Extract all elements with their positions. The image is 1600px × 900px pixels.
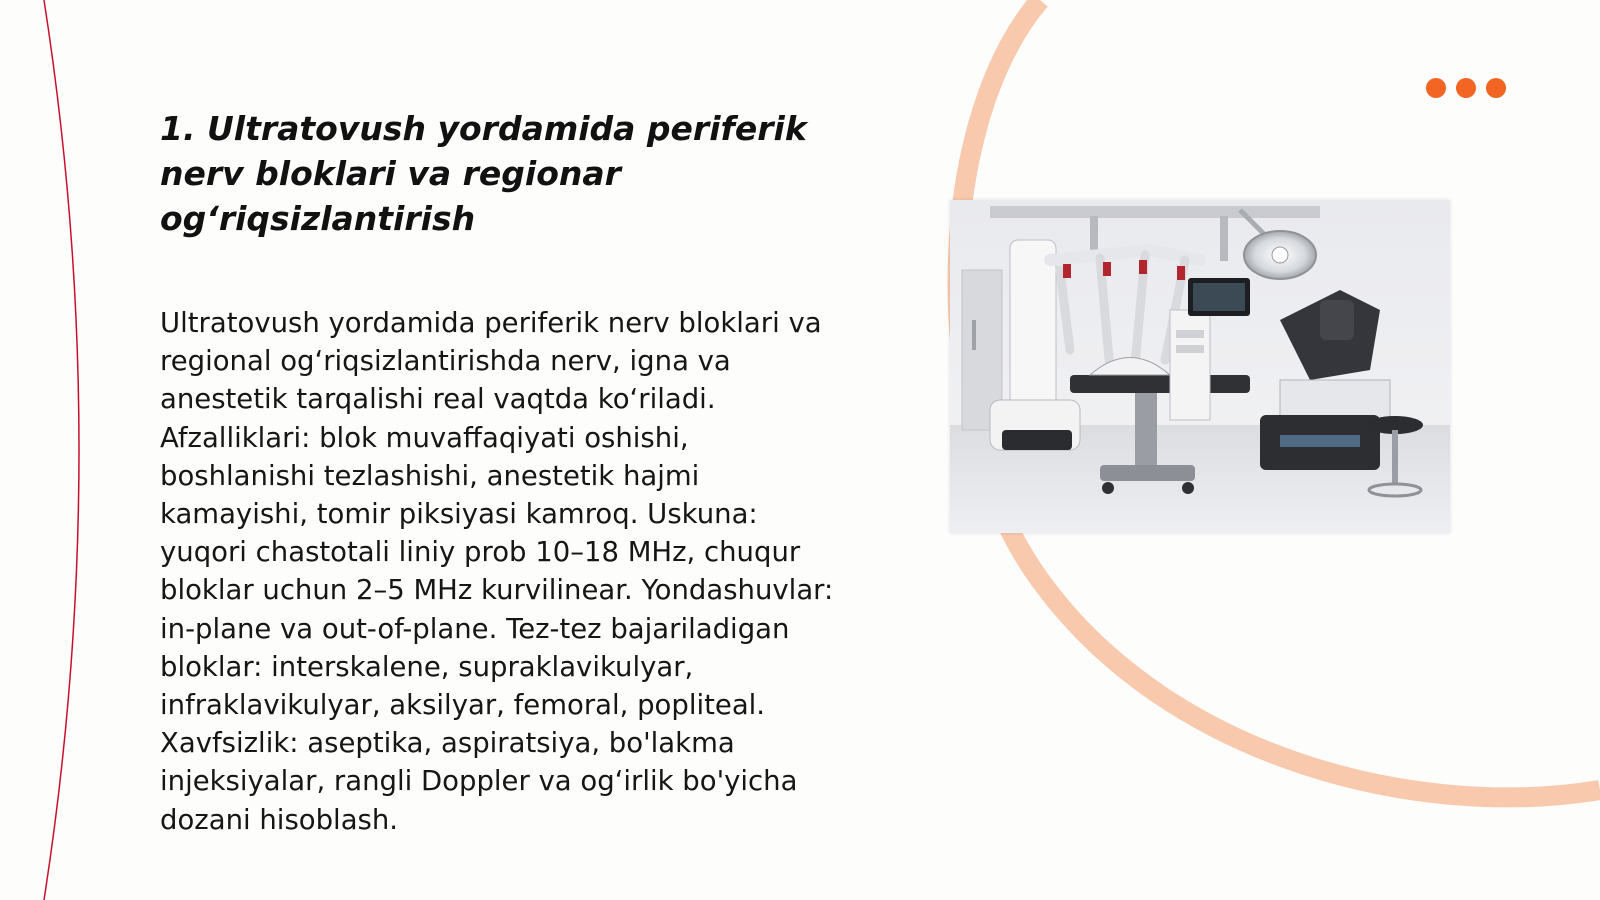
more-dots-icon[interactable] — [1426, 78, 1506, 98]
slide-body-text: Ultratovush yordamida periferik nerv bloklari va regional og‘riqsizlantirishda nerv, igna va anestetik tarqalishi real vaqtda ko‘riladi. Afzalliklari: blok muvaffaqiyati oshishi, boshlanishi tezlashishi, anestetik hajmi kamayishi, tomir piksiyasi kamroq. Uskuna: yuqori chastotali liniy prob 10–18 MHz, chuqur bloklar uchun 2–5 MHz kurvilinear. Yondashuvlar: in-plane va out-of-plane. Tez-tez bajariladigan bloklar: interskalene, supraklavikulyar, infraklavikulyar, aksilyar, femoral, popliteal. Xavfsizlik: aseptika, aspiratsiya, bo'lakma injeksiyalar, rangli Doppler va og‘irlik bo'yicha dozani hisoblash. — [160, 307, 834, 836]
dot-icon — [1486, 78, 1506, 98]
left-red-curve — [44, 0, 79, 900]
slide-title: 1. Ultratovush yordamida periferik nerv bloklari va regionar og‘riqsizlantirish — [160, 109, 807, 238]
dot-icon — [1426, 78, 1446, 98]
operating-room-photo — [950, 200, 1450, 533]
dot-icon — [1456, 78, 1476, 98]
